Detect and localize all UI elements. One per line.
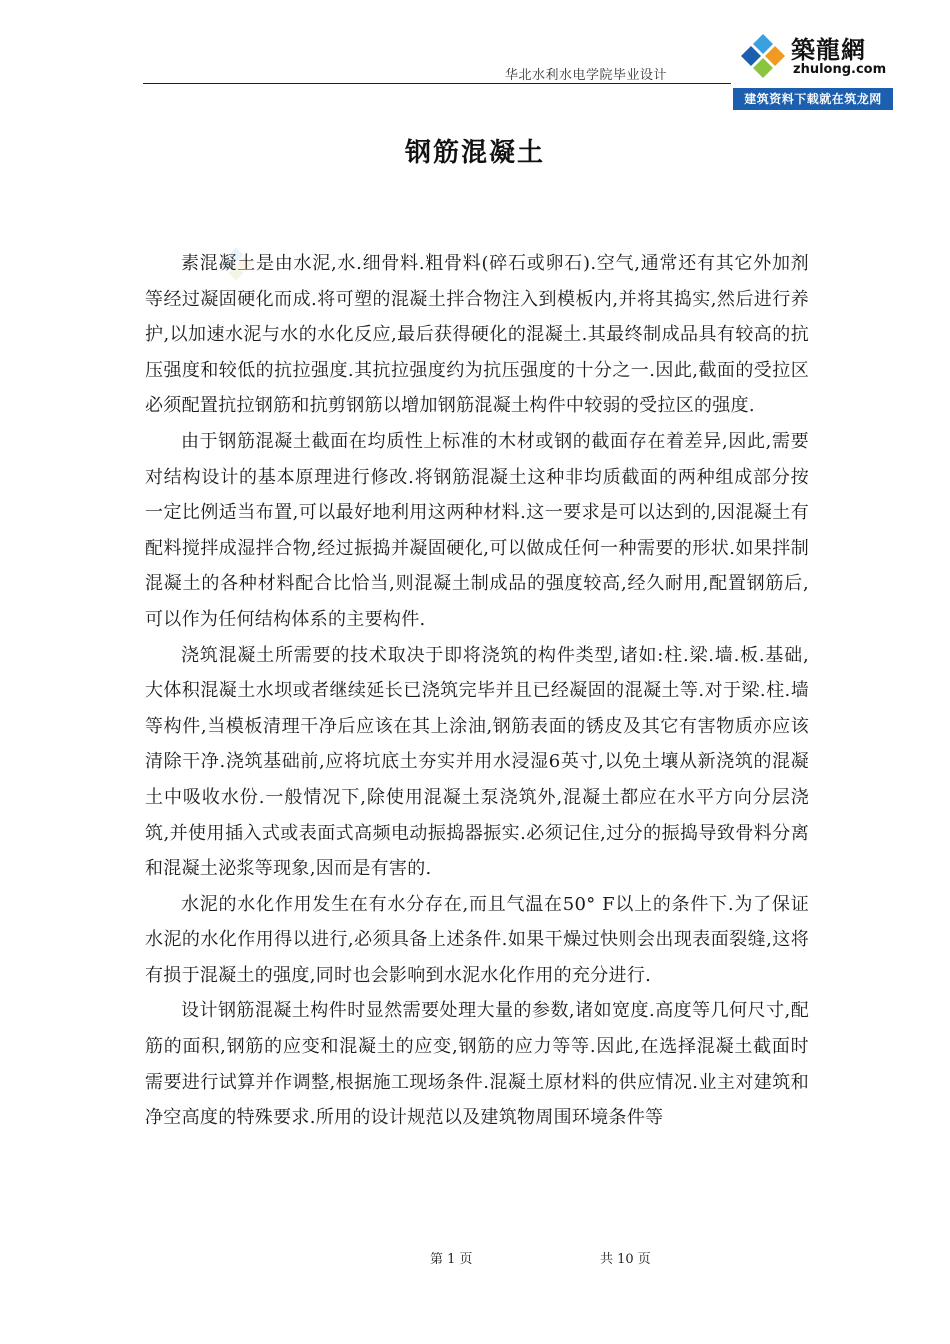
logo-diamond-icon: [739, 32, 787, 80]
paragraph-5: 设计钢筋混凝土构件时显然需要处理大量的参数,诸如宽度.高度等几何尺寸,配筋的面积,钢筋的应变和混凝土的应变,钢筋的应力等等.因此,在选择混凝土截面时需要进行试算并作调整,根据施工现场条件.混凝土原材料的供应情况.业主对建筑和净空高度的特殊要求.所用的设计规范以及建筑物周围环境条件等: [145, 1000, 809, 1129]
page-number-current: 第 1 页: [430, 1252, 473, 1267]
paragraph-2: 由于钢筋混凝土截面在均质性上标准的木材或钢的截面存在着差异,因此,需要对结构设计的基本原理进行修改.将钢筋混凝土这种非均质截面的两种组成部分按一定比例适当布置,可以最好地利用这两种材料.这一要求是可以达到的,因混凝土有配料搅拌成湿拌合物,经过振捣并凝固硬化,可以做成任何一种需要的形状.如果拌制混凝土的各种材料配合比恰当,则混凝土制成品的强度较高,经久耐用,配置钢筋后,可以作为任何结构体系的主要构件.: [145, 430, 809, 630]
document-body: [145, 246, 809, 1136]
zhulong-logo[interactable]: [733, 26, 893, 110]
logo-top: [733, 26, 893, 86]
header-rule: [143, 83, 731, 84]
header-institution: 华北水利水电学院毕业设计: [505, 68, 668, 83]
page-number-total: 共 10 页: [600, 1252, 651, 1267]
document-title: 钢筋混凝土: [404, 138, 545, 168]
paragraph-3: 浇筑混凝土所需要的技术取决于即将浇筑的构件类型,诸如:柱.梁.墙.板.基础,大体积混凝土水坝或者继续延长已浇筑完毕并且已经凝固的混凝土等.对于梁.柱.墙等构件,当模板清理干净后应该在其上涂油,钢筋表面的锈皮及其它有害物质亦应该清除干净.浇筑基础前,应将坑底土夯实并用水浸湿6英寸,以免土壤从新浇筑的混凝土中吸收水份.一般情况下,除使用混凝土泵浇筑外,混凝土都应在水平方向分层浇筑,并使用插入式或表面式高频电动振捣器振实.必须记住,过分的振捣导致骨料分离和混凝土泌浆等现象,因而是有害的.: [145, 644, 809, 880]
logo-domain: zhulong.com: [793, 62, 887, 77]
paragraph-1: 素混凝土是由水泥,水.细骨料.粗骨料(碎石或卵石).空气,通常还有其它外加剂等经过凝固硬化而成.将可塑的混凝土拌合物注入到模板内,并将其捣实,然后进行养护,以加速水泥与水的水化反应,最后获得硬化的混凝土.其最终制成品具有较高的抗压强度和较低的抗拉强度.其抗拉强度约为抗压强度的十分之一.因此,截面的受拉区必须配置抗拉钢筋和抗剪钢筋以增加钢筋混凝土构件中较弱的受拉区的强度.: [145, 253, 809, 417]
logo-name: 築龍網: [791, 36, 866, 64]
paragraph-4: 水泥的水化作用发生在有水分存在,而且气温在50° F以上的条件下.为了保证水泥的水化作用得以进行,必须具备上述条件.如果干燥过快则会出现表面裂缝,这将有损于混凝土的强度,同时也会影响到水泥水化作用的充分进行.: [145, 893, 809, 986]
logo-slogan: 建筑资料下载就在筑龙网: [733, 88, 893, 110]
